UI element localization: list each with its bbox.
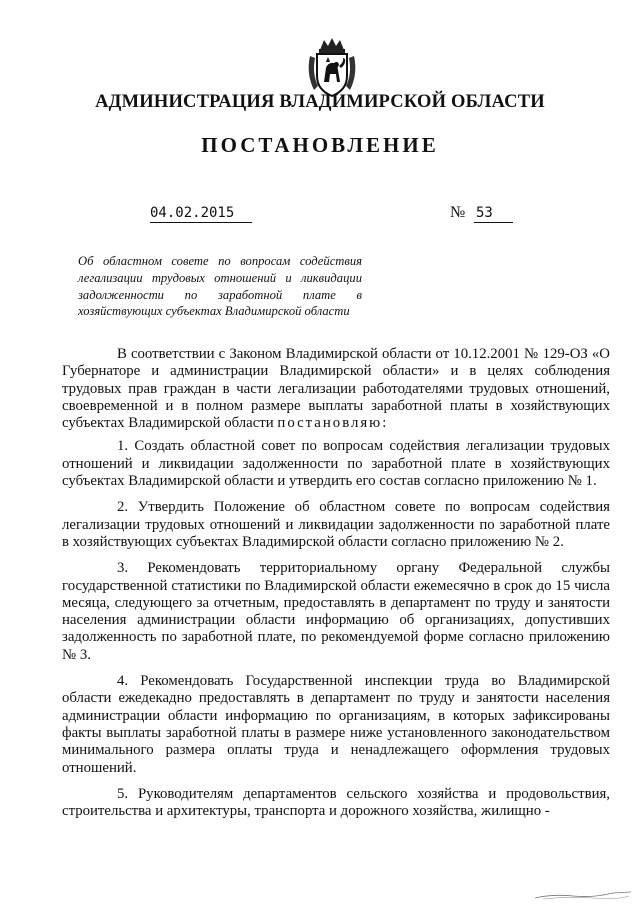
organization-title: АДМИНИСТРАЦИЯ ВЛАДИМИРСКОЙ ОБЛАСТИ: [95, 92, 545, 112]
subject-line: хозяйствующих субъектах Владимирской области: [78, 304, 350, 319]
document-subject: [78, 253, 362, 320]
scan-mark: [533, 890, 633, 900]
number-label: №: [450, 204, 466, 221]
document-body: [62, 346, 610, 829]
document-type-title: ПОСТАНОВЛЕНИЕ: [201, 133, 439, 157]
coat-of-arms-icon: [304, 36, 360, 98]
item-paragraph: 1. Создать областной совет по вопросам содействия легализации трудовых отношений и ликвидации задолженности по заработной плате в хозяйствующих субъектах Владимирской области и утвердить его состав согласно приложению № 1.: [62, 438, 610, 490]
preamble-text: В соответствии с Законом Владимирской области от 10.12.2001 № 129-ОЗ «О Губернаторе и администрации Владимирской области» и в целях соблюдения трудовых прав граждан в части легализации работодателями трудовых отношений, своевременной и в полном размере выплаты заработной платы в хозяйствующих субъектах Владимирской области: [62, 346, 610, 432]
decree-word: постановляю:: [277, 415, 389, 432]
subject-line: задолженности по заработной плате в: [78, 287, 362, 302]
document-number: 53: [474, 205, 513, 223]
item-paragraph: 2. Утвердить Положение об областном совете по вопросам содействия легализации трудовых отношений и ликвидации задолженности по заработной плате в хозяйствующих субъектах Владимирской области согласно приложению № 2.: [62, 499, 610, 550]
subject-line: Об областном совете по вопросам содействия: [78, 254, 362, 268]
item-paragraph: 4. Рекомендовать Государственной инспекции труда во Владимирской области ежедекадно предоставлять в департамент по труду и занятости населения администрации области информацию по организациям, в которых зафиксированы факты выплаты заработной платы в размере ниже установленного законодательством минимального размера оплаты труда и ненадлежащего оформления трудовых отношений.: [62, 673, 610, 776]
preamble-paragraph: [62, 346, 610, 432]
item-paragraph: 3. Рекомендовать территориальному органу Федеральной службы государственной статистики по Владимирской области ежемесячно в срок до 15 числа месяца, следующего за отчетным, предоставлять в департамент по труду и занятости населения администрации области информацию об организациях, допустивших задолженность по заработной плате, по рекомендуемой форме согласно приложению № 3.: [62, 560, 610, 663]
subject-line: легализации трудовых отношений и ликвидации: [78, 270, 362, 285]
item-paragraph: 5. Руководителям департаментов сельского хозяйства и продовольствия, строительства и архитектуры, транспорта и дорожного хозяйства, жилищно -: [62, 785, 610, 820]
document-date: 04.02.2015: [150, 205, 252, 223]
